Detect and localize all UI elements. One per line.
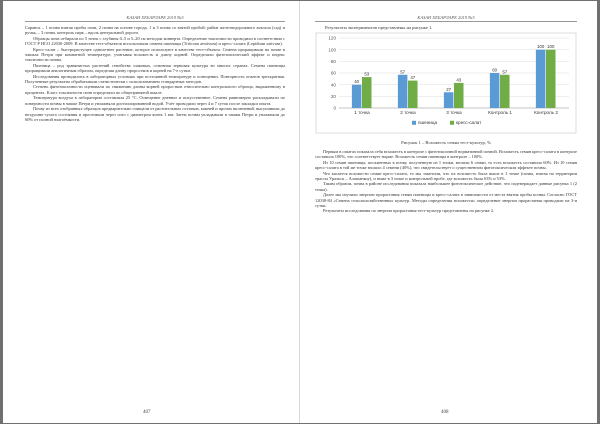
y-tick-label: 20 — [330, 93, 336, 99]
x-tick-label: 3 точка — [446, 110, 462, 115]
y-tick-label: 100 — [328, 47, 336, 53]
data-label: 57 — [400, 69, 406, 75]
left-running-header: КАЗАН ХЕБАРЛАРЕ 2019 №5 — [25, 15, 285, 22]
bar — [408, 81, 418, 108]
left-page-body — [25, 25, 285, 122]
paragraph: Таким образом, почва в районе исследования показала наибольшее фитотоксическое действие, что подтверждает данные рисунка 1 (2 точка). — [315, 181, 577, 192]
legend-label: пшеница — [418, 120, 438, 125]
paragraph: Что касается всхожести семян кресс-салата, то мы заметили, что их всхожесть была выше в 1 точке (почва, взятая на территории трассы Уральск – Алашанкоу), и ниже в 3 точке и контрольной пробе, где всхожесть была 63% и 53%. — [315, 170, 577, 182]
right-page-body — [315, 149, 577, 214]
data-label: 40 — [354, 79, 360, 85]
bar — [362, 77, 372, 108]
paragraph: Далее мы изучили энергию прорастания семян пшеницы и кресс-салата в зависимости от места взятия пробы почвы. Согласно ГОСТ 12038-84 «Семена сельскохозяйственных культур. Методы определения всхожести» определение энергии прорастания проводили на 3-и сутки. — [315, 192, 577, 209]
legend-swatch — [450, 121, 454, 125]
paragraph: Кресс-салат – быстрорастущее однолетнее растение, которое используют в качестве тест-объекта. Семена проращивали на почве в чашках Петри при комнатной температуре, учитывая всхожесть и длину корней. Определяли фитотоксический эффект и индекс токсичности почвы. — [25, 46, 285, 63]
x-tick-label: 2 точка — [400, 110, 416, 115]
right-page-number: 408 — [441, 410, 449, 415]
paragraph: Почву из всех отобранных образцов предварительно очищали от растительных остатков, камней и прочих включений, высушивали до воздушно-сухого состояния и просеивали через сито с диаметром ячеек 1 мм. Затем почвы укладывали в чашки Петри и увлажняли до 60% от полной влагоёмкости. — [25, 106, 285, 122]
data-label: 27 — [446, 86, 452, 92]
left-page — [3, 1, 299, 423]
y-tick-label: 60 — [330, 70, 336, 76]
data-label: 60 — [492, 67, 498, 73]
data-label: 47 — [410, 75, 416, 81]
data-label: 43 — [456, 77, 462, 83]
bar — [454, 83, 464, 108]
right-page — [301, 1, 597, 423]
germination-bar-chart — [315, 32, 577, 134]
bar — [500, 75, 510, 108]
x-tick-label: 1 точка — [354, 110, 370, 115]
data-label: 100 — [536, 44, 545, 50]
paragraph: Степень фитотоксичности оценивали по снижению длины корней проростков относительно контрольного образца, выраженному в процентах. Класс токсичности почв определяли по общепринятой шкале. — [25, 84, 285, 95]
paragraph: Результаты исследования по энергии прорастания тест-культур представлены на рисунке 2. — [323, 208, 495, 214]
y-tick-label: 120 — [328, 35, 336, 41]
bar — [398, 75, 408, 108]
legend-swatch — [412, 121, 416, 125]
legend-label: кресс-салат — [456, 120, 482, 125]
paragraph: Из 10 семян пшеницы, посаженных в почву, полученную из 1 точки, взошли 6 семян, то есть всхожесть составила 60%. Из 10 семян кресс-салата в той же точке взошло 4 семени (40%), что свидетельствует о существенном фитотоксическом эффекте почвы. — [315, 159, 577, 171]
y-tick-label: 80 — [330, 58, 336, 64]
bar — [444, 92, 454, 108]
x-tick-label: Контроль 1 — [488, 110, 512, 115]
figure-caption: Рисунок 1 – Всхожесть семян тест-культур, % — [401, 140, 491, 145]
y-tick-label: 0 — [333, 105, 336, 111]
chart-intro: Результаты экспериментов представлены на рисунке 1. — [325, 25, 433, 30]
paragraph: Пшеница – род травянистых растений семейства злаковых, основная зерновая культура во многих странах. Семена пшеницы проращивали аналогичным образом, определяя длину проростков и корней на 7-е сутки. — [25, 62, 285, 74]
paragraph: Образцы почв отбирали по 5 точек с глубины 0–5 и 5–20 см методом конверта. Определение токсичности проводили в соответствии с ГОСТ Р ИСО 22030-2009. В качестве тест-объектов использовали семена пшеницы (Triticum aestivum) и кресс-салата (Lepidium sativum). — [25, 35, 285, 47]
bar — [490, 73, 500, 108]
paragraph: Температура воздуха в лаборатории составляла 25 °С. Освещение дневное и искусственное. Семена равномерно раскладывали по поверхности почвы в чашке Петри и увлажняли дистиллированной водой. Учёт проводили через 4 и 7 суток после закладки опыта. — [25, 95, 285, 106]
spine-divider — [299, 1, 300, 423]
left-page-number: 407 — [143, 410, 151, 415]
bar — [546, 50, 556, 108]
bar — [352, 85, 362, 108]
y-tick-label: 40 — [330, 82, 336, 88]
data-label: 100 — [547, 44, 555, 50]
data-label: 57 — [502, 69, 508, 75]
paragraph: Исследования проводились в лабораторных условиях при постоянной температуре и освещении. Повторность опытов трехкратная. Полученные результаты обрабатывали статистически с использованием стандартных методов. — [25, 73, 285, 85]
bar — [536, 50, 546, 108]
book-spread — [3, 1, 597, 423]
paragraph: Саранск – 1 почва взятая пробы почв, 2 почва на основе города, 1 и 3 почва со взятой пробой: район железнодорожного вокзала (сад) и ручья, – 3 почва, контроль парк – вдоль центральной дороги. — [25, 25, 285, 36]
data-label: 53 — [364, 71, 370, 77]
x-tick-label: Контроль 2 — [534, 110, 558, 115]
paragraph: Первым в опытах показала себя всхожесть в контроле с фитотоксичной нормативной почвой. Всхожесть семян кресс-салата в контроле составила 100%, что соответствует норме. Всхожесть семян пшеницы в контроле – 100%. — [315, 149, 577, 160]
right-running-header: КАЗАН ХЕБАРЛАРЕ 2019 №5 — [315, 15, 577, 22]
